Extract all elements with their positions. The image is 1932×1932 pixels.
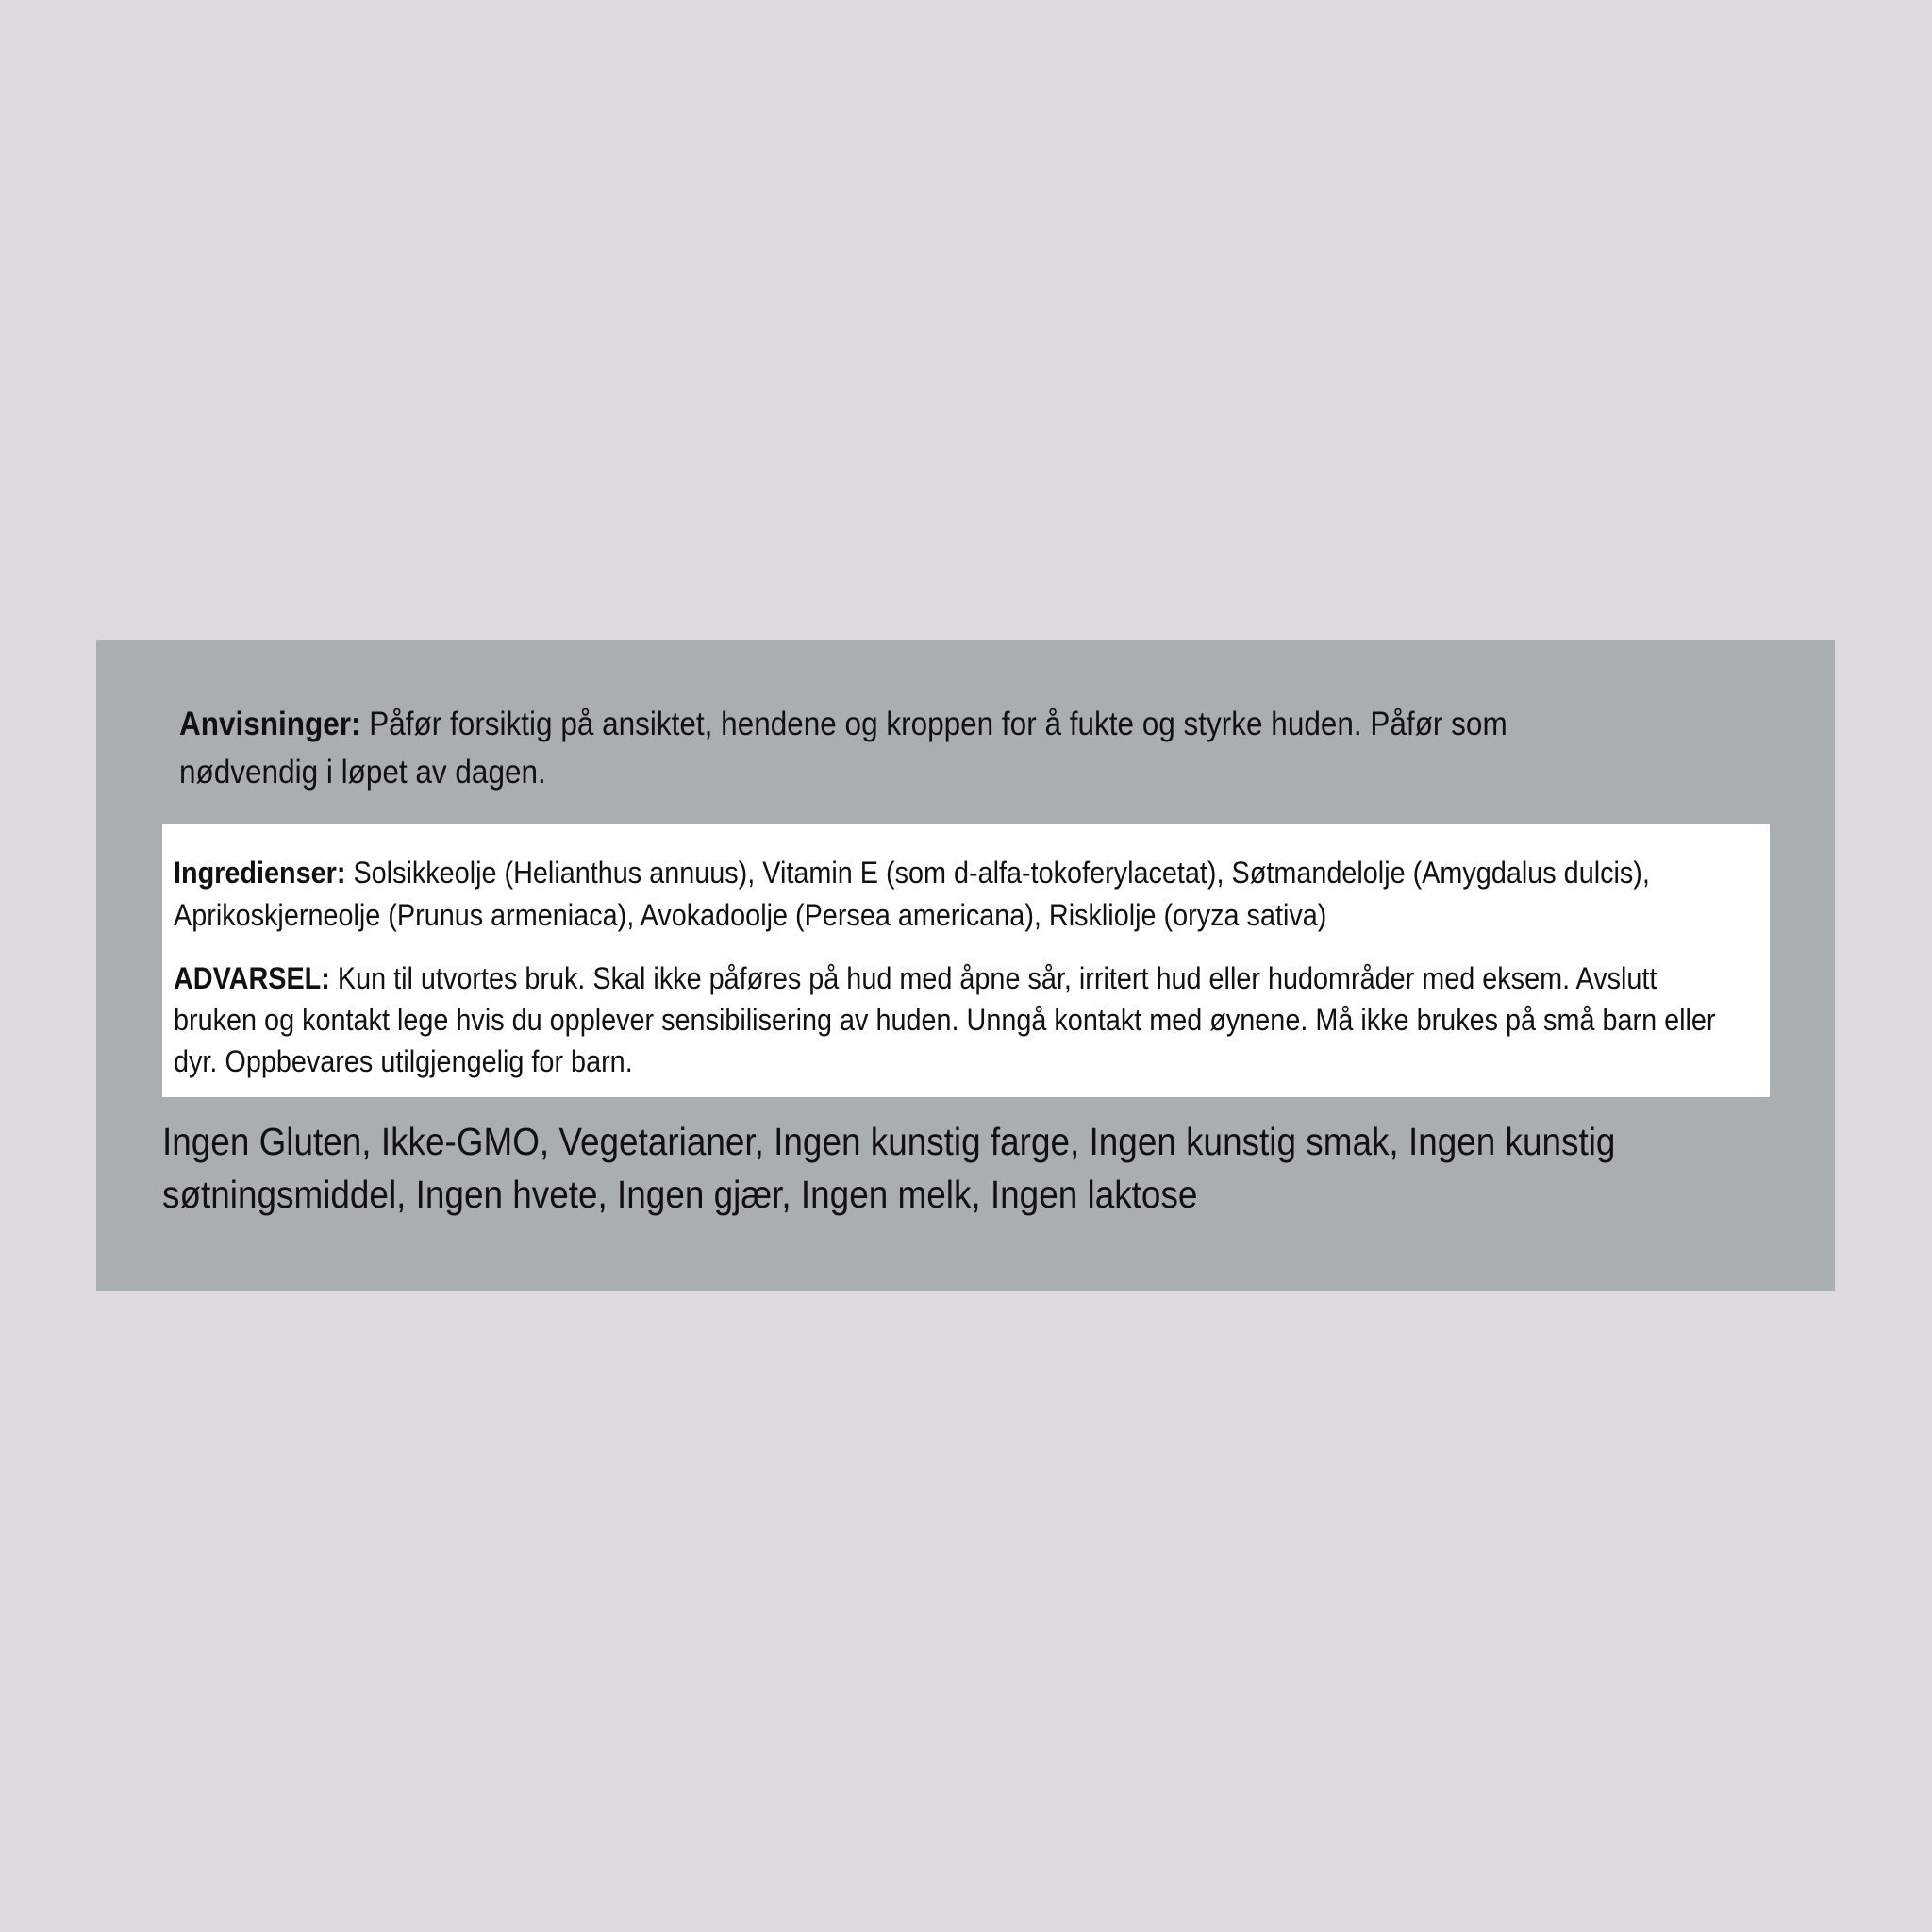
ingredients-warning-box xyxy=(162,824,1770,1097)
ingredients-label: Ingredienser: xyxy=(174,856,346,890)
warning-text: Kun til utvortes bruk. Skal ikke påføres på hud med åpne sår, irritert hud eller hudområder med eksem. Avslutt bruken og kontakt lege hvis du opplever sensibilisering av huden. Unngå kontakt med øynene. Må ikke brukes på små barn eller dyr. Oppbevares utilgjengelig for barn. xyxy=(174,961,1716,1078)
dietary-claims: Ingen Gluten, Ikke-GMO, Vegetarianer, Ingen kunstig farge, Ingen kunstig smak, Ingen kunstig søtningsmiddel, Ingen hvete, Ingen gjær, Ingen melk, Ingen laktose xyxy=(162,1120,1616,1216)
directions-label: Anvisninger: xyxy=(179,706,361,742)
directions-text: Påfør forsiktig på ansiktet, hendene og kroppen for å fukte og styrke huden. Påfør som nødvendig i løpet av dagen. xyxy=(179,706,1507,791)
warning-label: ADVARSEL: xyxy=(174,961,330,995)
label-panel xyxy=(96,640,1835,1291)
directions-paragraph xyxy=(179,700,1606,796)
ingredients-text: Solsikkeolje (Helianthus annuus), Vitamin E (som d-alfa-tokoferylacetat), Søtmandelolje (Amygdalus dulcis), Aprikoskjerneolje (Prunus armeniaca), Avokadoolje (Persea americana), Riskliolje (oryza sativa) xyxy=(174,856,1650,932)
ingredients-paragraph xyxy=(174,852,1736,937)
warning-paragraph xyxy=(174,958,1736,1082)
